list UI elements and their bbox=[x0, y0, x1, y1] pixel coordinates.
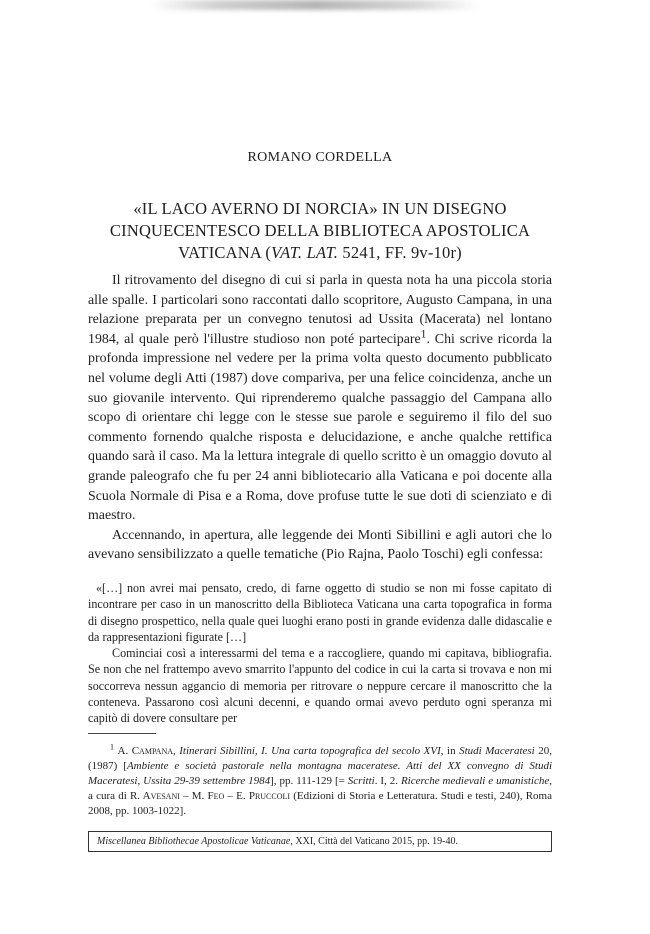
footnote-volume-italic: Ricerche medievali e umanistiche bbox=[400, 775, 550, 788]
article-body bbox=[88, 271, 552, 565]
publication-info-box bbox=[88, 831, 552, 852]
footnote-text: . I, 2. bbox=[374, 775, 401, 788]
title-line-3-suffix: 5241, FF. 9v-10r) bbox=[338, 243, 462, 262]
block-quotation bbox=[88, 580, 552, 727]
footnote-text: 20, (1987) [ bbox=[88, 745, 552, 773]
footnote-editors: R. Avesani – M. Feo – E. Pruccoli bbox=[129, 790, 291, 803]
article-author: ROMANO CORDELLA bbox=[247, 150, 393, 165]
title-line-3-italic: VAT. LAT. bbox=[271, 243, 339, 262]
title-line-3 bbox=[88, 242, 552, 264]
footnote-1: $^1$ A. Campana, Itinerari Sibillini, I. Una carta topografica del secolo XVI, in Studi Maceratesi 20, (1987) [Ambiente e società pastorale nella montagna maceratese. Atti del XX convegno di Studi Maceratesi, Ussita 29-39 settembre 1984], pp. 111-129 [= Scritti. I, 2. Ricerche medievali e umanistiche, a cura di R. Avesani – M. Feo – E. Pruccoli (Edizioni di Storia e Letteratura. Studi e testi, 240), Roma 2008, pp. 1003-1022]. bbox=[88, 742, 552, 818]
footnote-text: (Edizioni di Storia e Letteratura. Studi e testi, 240), Roma 2008, pp. 1003-1022]. bbox=[88, 790, 552, 818]
title-line-1: «IL LACO AVERNO DI NORCIA» IN UN DISEGNO bbox=[133, 199, 507, 218]
footnote-text: , a cura di bbox=[88, 775, 552, 803]
footnote-text: ], pp. 111-129 [= bbox=[270, 775, 348, 788]
quote-paragraph-1: «[…] non avrei mai pensato, credo, di farne oggetto di studio se non mi fosse capitato di incontrare per caso in un manoscritto della Biblioteca Vaticana una carta topografica in forma di disegno prospettico, nella quale quei luoghi erano posti in grande evidenza dalle didascalie e da rappresentazioni figurate […] bbox=[88, 581, 552, 644]
footnote-proceedings-italic: Ambiente e società pastorale nella montagna maceratese. Atti del XX convegno di Studi Maceratesi, Ussita 29-39 settembre 1984 bbox=[88, 760, 552, 788]
body-paragraph-1 bbox=[88, 271, 552, 526]
footnote-title-italic: Itinerari Sibillini, I. Una carta topografica del secolo XVI bbox=[179, 745, 441, 757]
scan-artifact bbox=[150, 0, 480, 10]
footnote-author: A. Campana bbox=[117, 745, 173, 757]
body-paragraph-2: Accennando, in apertura, alle leggende dei Monti Sibillini e agli autori che lo avevano sensibilizzato a quelle tematiche (Pio Rajna, Paolo Toschi) egli confessa: bbox=[88, 527, 552, 563]
body-paragraph-1-text-b: . Chi scrive ricorda la profonda impressione nel vedere per la prima volta questo documento pubblicato nel volume degli Atti (1987) dove compariva, per una felice coincidenza, anche un suo giovanile intervento. Qui riprenderemo qualche passaggio del Campana allo scopo di orientare chi legge con le stesse sue parole e seguiremo il filo del suo commento fornendo qualche risposta e delucidazione, e anche qualche rettifica quando sarà il caso. Ma la lettura integrale di quello scritto è un omaggio dovuto al grande paleografo che fu per 24 anni bibliotecario alla Vaticana e poi docente alla Scuola Normale di Pisa e a Roma, dove profuse tutte le sue doti di scienziato e di maestro. bbox=[88, 331, 552, 524]
title-line-2: CINQUECENTESCO DELLA BIBLIOTECA APOSTOLICA bbox=[109, 221, 531, 240]
footnote-number: 1 bbox=[110, 742, 114, 752]
footnote-divider bbox=[88, 733, 156, 734]
footnote-series-italic: Scritti bbox=[347, 775, 375, 788]
footnote-journal-italic: Studi Maceratesi bbox=[459, 745, 535, 757]
footnote-text: , in bbox=[440, 745, 460, 757]
quote-paragraph-2: Cominciai così a interessarmi del tema e a raccogliere, quando mi capitava, bibliografia. Se non che nel frattempo avevo smarrito l'appunto del codice in cui la carta si trovava e non mi soccorreva nessun aggancio di memoria per ritrovare o neppure cercare il manoscritto che la conteneva. Passarono così alcuni decenni, e quando ormai avevo perduto ogni speranza mi capitò di dovere consultare per bbox=[88, 646, 552, 726]
body-paragraph-1-text-a: Il ritrovamento del disegno di cui si parla in questa nota ha una piccola storia alle spalle. I particolari sono raccontati dallo scopritore, Augusto Campana, in una relazione preparata per un convegno tenutosi ad Ussita (Macerata) nel lontano 1984, al quale però l'illustre studioso non poté partecipare bbox=[88, 273, 552, 347]
title-line-3-prefix: VATICANA ( bbox=[178, 243, 272, 262]
publication-details: , XXI, Città del Vaticano 2015, pp. 19-40. bbox=[290, 836, 458, 847]
footnote-reference: 1 bbox=[420, 327, 427, 341]
article-title bbox=[88, 198, 552, 264]
journal-name: Miscellanea Bibliothecae Apostolicae Vaticanae bbox=[97, 836, 291, 847]
